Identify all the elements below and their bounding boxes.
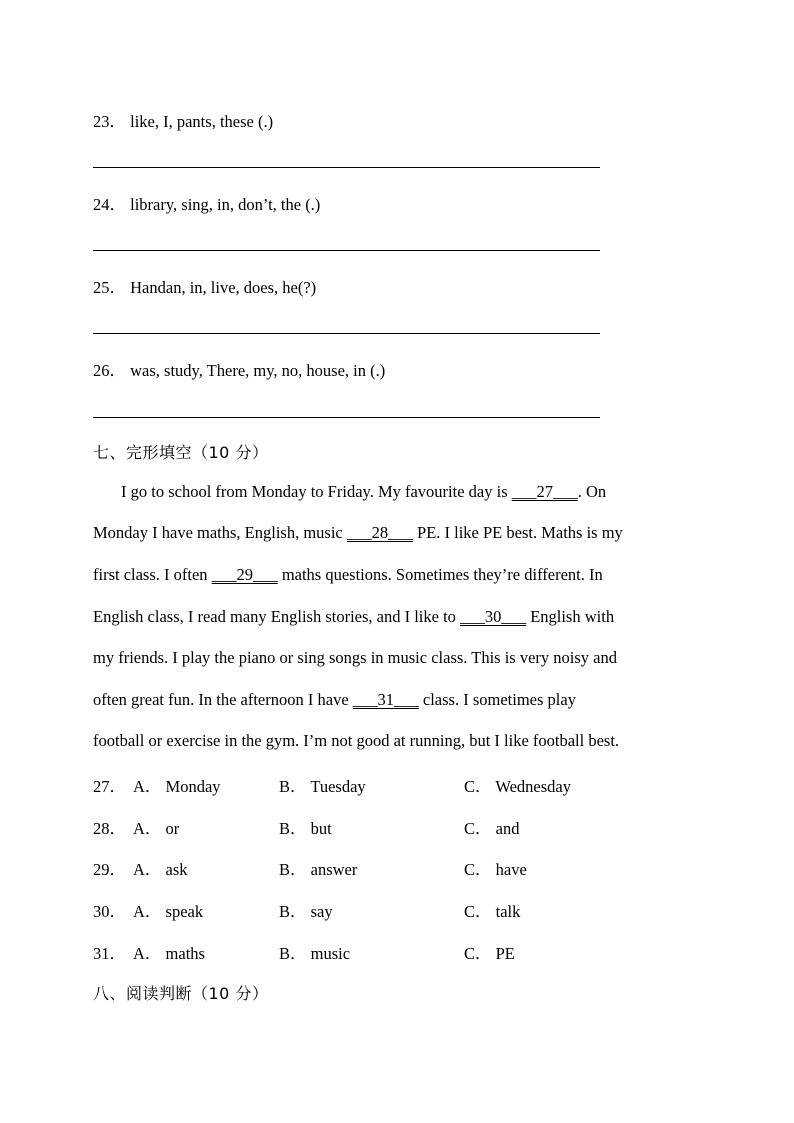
question-25: 25． Handan, in, live, does, he(?) <box>93 278 317 297</box>
option-a[interactable]: A． ask <box>133 860 188 879</box>
question-26: 26． was, study, There, my, no, house, in (.) <box>93 361 386 380</box>
option-number: 27． <box>93 777 126 796</box>
option-c[interactable]: C． PE <box>464 944 515 963</box>
answer-line-25[interactable] <box>93 333 600 334</box>
passage-text: PE. I like PE best. Maths is my <box>412 523 623 542</box>
option-number: 31． <box>93 944 126 963</box>
option-number: 28． <box>93 819 126 838</box>
question-24: 24． library, sing, in, don’t, the (.) <box>93 195 321 214</box>
section-seven-heading: 七、完形填空（10 分） <box>93 443 269 462</box>
answer-line-26[interactable] <box>93 417 600 418</box>
blank-30[interactable]: ___30___ <box>460 607 527 626</box>
question-23: 23． like, I, pants, these (.) <box>93 112 274 131</box>
passage-line <box>93 690 703 710</box>
passage-line <box>93 648 703 668</box>
option-a[interactable]: A． maths <box>133 944 205 963</box>
option-a[interactable]: A． speak <box>133 902 204 921</box>
passage-text: English class, I read many English stories, and I like to <box>93 607 461 626</box>
answer-line-23[interactable] <box>93 167 600 168</box>
option-b[interactable]: B． but <box>279 819 332 838</box>
blank-29[interactable]: ___29___ <box>211 565 278 584</box>
passage-text: football or exercise in the gym. I’m not good at running, but I like football best. <box>93 731 620 750</box>
option-a[interactable]: A． or <box>133 819 180 838</box>
option-a[interactable]: A． Monday <box>133 777 221 796</box>
passage-line <box>93 523 703 543</box>
option-c[interactable]: C． Wednesday <box>464 777 571 796</box>
passage-line <box>93 565 703 585</box>
option-c[interactable]: C． talk <box>464 902 521 921</box>
blank-31[interactable]: ___31___ <box>352 690 419 709</box>
passage-text: English with <box>526 607 615 626</box>
passage-text: maths questions. Sometimes they’re different. In <box>277 565 603 584</box>
option-number: 29． <box>93 860 126 879</box>
passage-text: first class. I often <box>93 565 212 584</box>
passage-line <box>121 482 731 502</box>
option-b[interactable]: B． Tuesday <box>279 777 366 796</box>
passage-line <box>93 607 703 627</box>
answer-line-24[interactable] <box>93 250 600 251</box>
option-b[interactable]: B． say <box>279 902 333 921</box>
option-b[interactable]: B． answer <box>279 860 358 879</box>
blank-27[interactable]: ___27___ <box>511 482 578 501</box>
passage-text: I go to school from Monday to Friday. My favourite day is <box>121 482 512 501</box>
blank-28[interactable]: ___28___ <box>346 523 413 542</box>
option-c[interactable]: C． have <box>464 860 527 879</box>
option-number: 30． <box>93 902 126 921</box>
passage-line <box>93 731 703 751</box>
passage-text: class. I sometimes play <box>418 690 576 709</box>
section-eight-heading: 八、阅读判断（10 分） <box>93 984 269 1003</box>
passage-text: . On <box>577 482 607 501</box>
option-c[interactable]: C． and <box>464 819 520 838</box>
passage-text: my friends. I play the piano or sing songs in music class. This is very noisy and <box>93 648 617 667</box>
option-b[interactable]: B． music <box>279 944 351 963</box>
passage-text: Monday I have maths, English, music <box>93 523 347 542</box>
passage-text: often great fun. In the afternoon I have <box>93 690 353 709</box>
